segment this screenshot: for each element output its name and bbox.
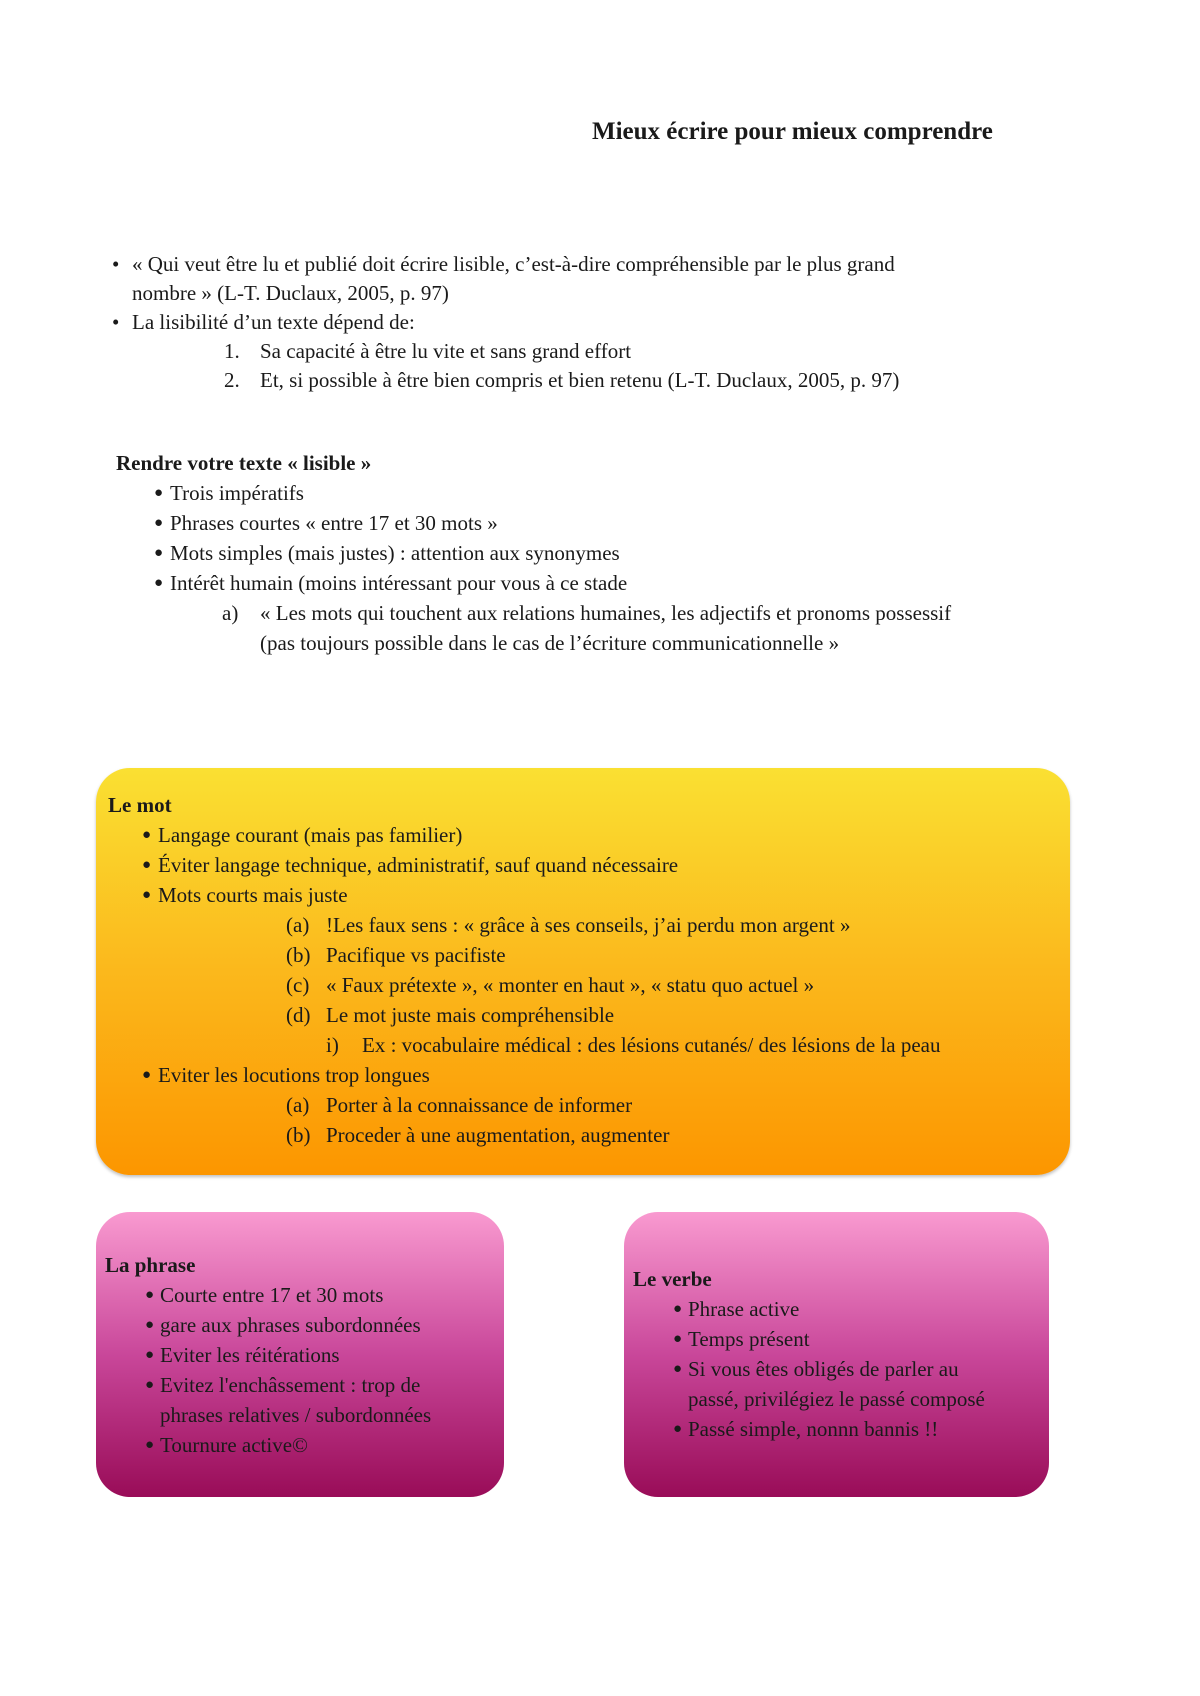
box-mot-heading: Le mot	[108, 793, 172, 817]
list-item	[105, 1370, 504, 1430]
numbered-item	[112, 366, 1072, 395]
bullet-icon: ●	[145, 1377, 155, 1393]
bullet-icon: ●	[154, 575, 164, 591]
intro-quote-bullet	[112, 250, 1072, 308]
sub-list-item	[108, 970, 1070, 1000]
sub-list-text: !Les faux sens : « grâce à ses conseils, j’ai perdu mon argent »	[326, 913, 851, 937]
sub-sub-list-item	[108, 1030, 1070, 1060]
number-marker: 2.	[224, 368, 240, 392]
list-item-text-line-2: passé, privilégiez le passé composé	[688, 1387, 985, 1411]
sub-list-line-1: « Les mots qui touchent aux relations humaines, les adjectifs et pronoms possessif	[260, 601, 952, 625]
bullet-icon: •	[112, 252, 120, 276]
readable-section	[116, 448, 1076, 658]
list-item-text-line-2: phrases relatives / subordonnées	[160, 1403, 432, 1427]
sub-list-marker: (a)	[286, 1093, 310, 1117]
list-item-text: Langage courant (mais pas familier)	[158, 823, 463, 847]
bullet-icon: ●	[673, 1331, 683, 1347]
intro-readability-bullet	[112, 308, 1072, 337]
box-le-mot	[96, 768, 1070, 1175]
list-item	[116, 568, 1076, 598]
bullet-icon: ●	[145, 1347, 155, 1363]
readable-heading: Rendre votre texte « lisible »	[116, 451, 372, 475]
bullet-icon: ●	[145, 1437, 155, 1453]
sub-list-item	[108, 1000, 1070, 1030]
list-item	[116, 508, 1076, 538]
sub-list-text: Le mot juste mais compréhensible	[326, 1003, 615, 1027]
list-item	[108, 1060, 1070, 1090]
sub-list-line-2: (pas toujours possible dans le cas de l’écriture communicationnelle »	[260, 631, 840, 655]
list-item	[105, 1310, 504, 1340]
bullet-icon: ●	[673, 1301, 683, 1317]
intro-readability-text: La lisibilité d’un texte dépend de:	[132, 310, 415, 334]
box-phrase-heading: La phrase	[105, 1253, 196, 1277]
sub-list-marker: a)	[222, 601, 239, 625]
bullet-icon: ●	[154, 545, 164, 561]
list-item-text: Eviter les locutions trop longues	[158, 1063, 430, 1087]
sub-list-text: Porter à la connaissance de informer	[326, 1093, 633, 1117]
sub-list-text: Proceder à une augmentation, augmenter	[326, 1123, 670, 1147]
list-item-text: Tournure active©	[160, 1433, 309, 1457]
sub-list-marker: (b)	[286, 1123, 311, 1147]
intro-quote-line-2: nombre » (L-T. Duclaux, 2005, p. 97)	[132, 281, 449, 305]
sub-list-item	[116, 598, 1076, 658]
bullet-icon: ●	[673, 1361, 683, 1377]
list-item	[633, 1294, 1049, 1324]
list-item-text-line-1: Evitez l'enchâssement : trop de	[160, 1373, 421, 1397]
list-item-text: Passé simple, nonnn bannis !!	[688, 1417, 939, 1441]
bullet-icon: ●	[142, 827, 152, 843]
sub-list-marker: (c)	[286, 973, 310, 997]
list-item-text-line-1: Si vous êtes obligés de parler au	[688, 1357, 959, 1381]
list-item	[108, 850, 1070, 880]
intro-quote-line-1: « Qui veut être lu et publié doit écrire lisible, c’est-à-dire compréhensible par le plus grand	[132, 252, 895, 276]
list-item	[105, 1280, 504, 1310]
sub-list-marker: (d)	[286, 1003, 311, 1027]
list-item-text: Mots courts mais juste	[158, 883, 348, 907]
list-item	[105, 1430, 504, 1460]
bullet-icon: ●	[142, 887, 152, 903]
list-item-text: Courte entre 17 et 30 mots	[160, 1283, 384, 1307]
list-item-text: Phrase active	[688, 1297, 800, 1321]
sub-list-text: « Faux prétexte », « monter en haut », « statu quo actuel »	[326, 973, 815, 997]
bullet-icon: ●	[142, 1067, 152, 1083]
list-item-text: Eviter les réitérations	[160, 1343, 340, 1367]
sub-list-item	[108, 1120, 1070, 1150]
list-item	[105, 1340, 504, 1370]
bullet-icon: ●	[673, 1421, 683, 1437]
bullet-icon: ●	[145, 1287, 155, 1303]
list-item-text: gare aux phrases subordonnées	[160, 1313, 421, 1337]
bullet-icon: ●	[142, 857, 152, 873]
box-le-verbe	[624, 1212, 1049, 1497]
numbered-item-text: Sa capacité à être lu vite et sans grand effort	[260, 339, 632, 363]
bullet-icon: ●	[154, 515, 164, 531]
list-item-text: Phrases courtes « entre 17 et 30 mots »	[170, 511, 498, 535]
intro-section	[112, 250, 1072, 395]
bullet-icon: ●	[154, 485, 164, 501]
list-item-text: Intérêt humain (moins intéressant pour vous à ce stade	[170, 571, 628, 595]
numbered-item	[112, 337, 1072, 366]
sub-list-item	[108, 910, 1070, 940]
list-item-text: Éviter langage technique, administratif, sauf quand nécessaire	[158, 853, 679, 877]
list-item	[633, 1414, 1049, 1444]
box-la-phrase	[96, 1212, 504, 1497]
list-item-text: Trois impératifs	[170, 481, 304, 505]
list-item	[108, 880, 1070, 910]
sub-sub-list-marker: i)	[326, 1033, 339, 1057]
box-verbe-heading: Le verbe	[633, 1267, 712, 1291]
number-marker: 1.	[224, 339, 240, 363]
bullet-icon: ●	[145, 1317, 155, 1333]
list-item	[108, 820, 1070, 850]
sub-list-marker: (b)	[286, 943, 311, 967]
list-item-text: Mots simples (mais justes) : attention aux synonymes	[170, 541, 620, 565]
list-item	[116, 478, 1076, 508]
bullet-icon: •	[112, 310, 120, 334]
list-item	[633, 1354, 1049, 1414]
page-title: Mieux écrire pour mieux comprendre	[592, 118, 993, 145]
sub-list-item	[108, 940, 1070, 970]
sub-list-item	[108, 1090, 1070, 1120]
sub-list-text: Pacifique vs pacifiste	[326, 943, 506, 967]
list-item-text: Temps présent	[688, 1327, 810, 1351]
sub-sub-list-text: Ex : vocabulaire médical : des lésions cutanés/ des lésions de la peau	[362, 1033, 941, 1057]
sub-list-marker: (a)	[286, 913, 310, 937]
numbered-item-text: Et, si possible à être bien compris et bien retenu (L-T. Duclaux, 2005, p. 97)	[260, 368, 900, 392]
list-item	[633, 1324, 1049, 1354]
list-item	[116, 538, 1076, 568]
